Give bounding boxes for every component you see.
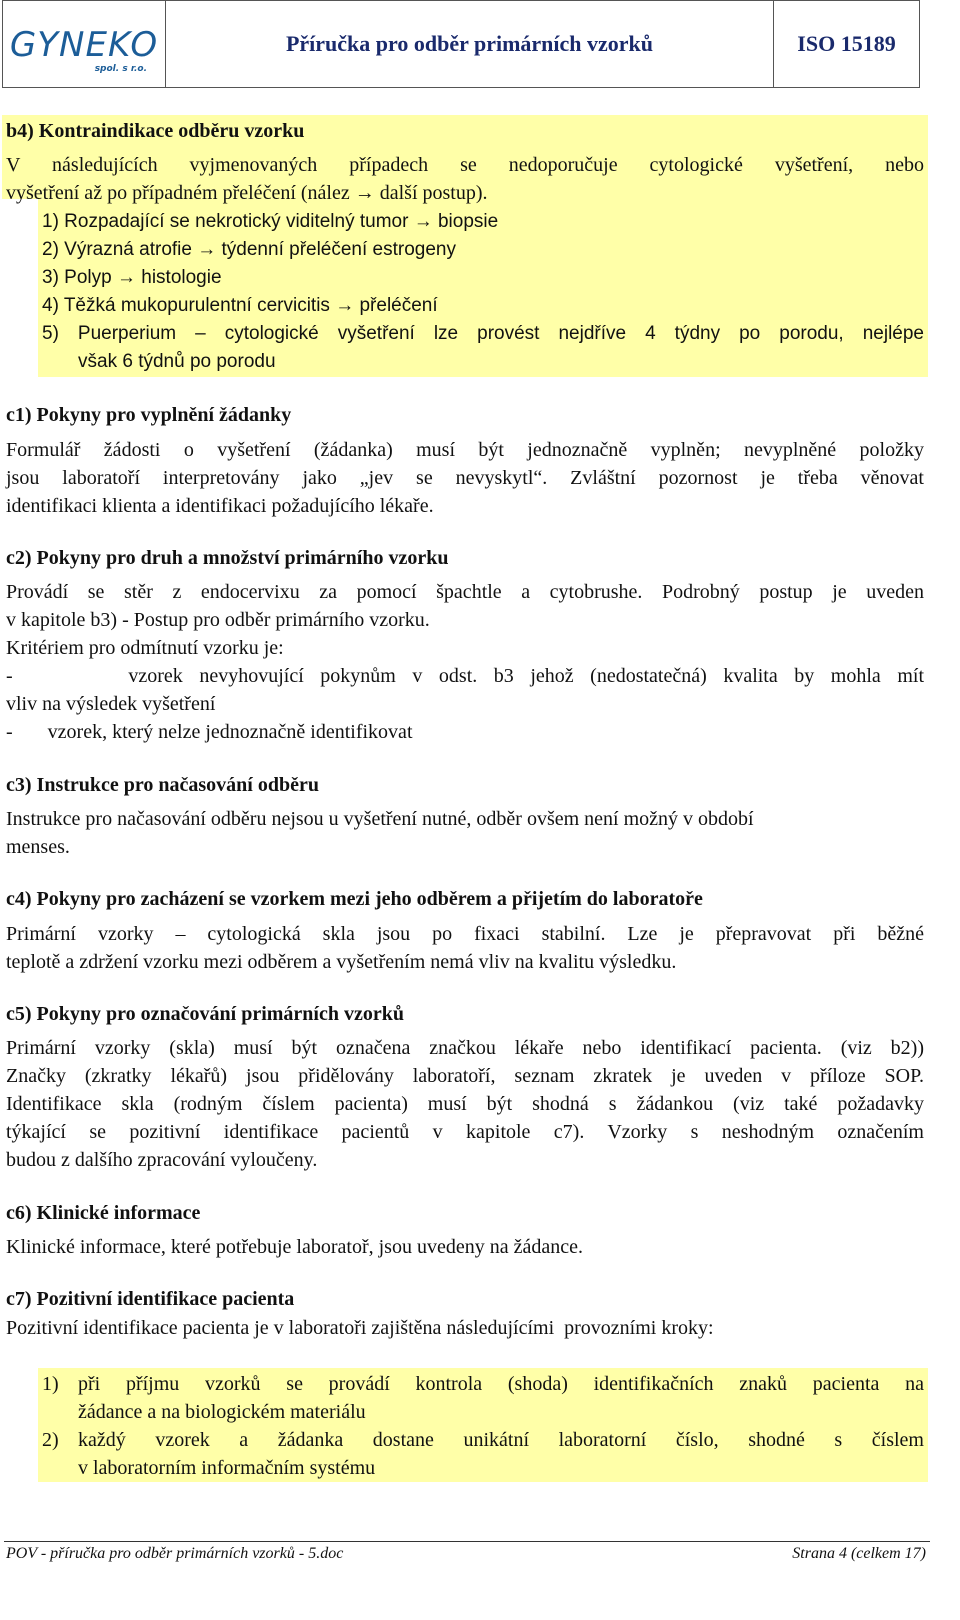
c4-line-2: teplotě a zdržení vzorku mezi odběrem a vyšetřením nemá vliv na kvalitu výsledku. [6,951,677,973]
c7-item-1-number: 1) [42,1373,59,1395]
c2-line-3: Kritériem pro odmítnutí vzorku je: [6,637,284,659]
footer-page-number: Strana 4 (celkem 17) [792,1545,926,1562]
c6-line-1: Klinické informace, které potřebuje laboratoř, jsou uvedeny na žádance. [6,1236,583,1258]
document-header [2,0,920,88]
c4-line-1: Primární vzorky – cytologická skla jsou po fixaci stabilní. Lze je přepravovat při běžné [6,923,924,945]
company-logo [3,1,166,87]
document-title: Příručka pro odběr primárních vzorků [166,1,774,87]
c7-item-2-line-1: každý vzorek a žádanka dostane unikátní laboratorní číslo, shodné s číslem [78,1429,924,1451]
c6-heading: c6) Klinické informace [6,1202,201,1224]
iso-label: ISO 15189 [797,31,896,56]
c7-item-1-line-2: žádance a na biologickém materiálu [78,1401,366,1423]
c2-line-1: Provádí se stěr z endocervixu za pomocí špachtle a cytobrushe. Podrobný postup je uveden [6,581,924,603]
c3-line-2: menses. [6,836,70,858]
b4-item-5: 5) Puerperium – cytologické vyšetření lze provést nejdříve 4 týdny po porodu, nejlépe [42,323,924,344]
c1-heading: c1) Pokyny pro vyplnění žádanky [6,404,292,426]
c5-line-1: Primární vzorky (skla) musí být označena značkou lékaře nebo identifikací pacienta. (viz b2)) [6,1037,924,1059]
c1-line-1: Formulář žádosti o vyšetření (žádanka) musí být jednoznačně vyplněn; nevyplněné položky [6,439,924,461]
c5-line-3: Identifikace skla (rodným číslem pacienta) musí být shodná s žádankou (viz také požadavky [6,1093,924,1115]
c7-item-2-number: 2) [42,1429,59,1451]
c7-intro: Pozitivní identifikace pacienta je v laboratoři zajištěna následujícími provozními kroky: [6,1317,714,1339]
c7-heading: c7) Pozitivní identifikace pacienta [6,1288,295,1310]
footer-filename: POV - příručka pro odběr primárních vzorků - 5.doc [6,1545,344,1562]
c1-line-3: identifikaci klienta a identifikaci požadujícího lékaře. [6,495,434,517]
c2-line-6: - vzorek, který nelze jednoznačně identifikovat [6,721,413,743]
b4-item-1: 1) Rozpadající se nekrotický viditelný tumor → biopsie [42,211,499,232]
b4-heading: b4) Kontraindikace odběru vzorku [6,120,305,142]
c3-heading: c3) Instrukce pro načasování odběru [6,774,319,796]
c2-line-2: v kapitole b3) - Postup pro odběr primárního vzorku. [6,609,430,631]
c2-line-4: - vzorek nevyhovující pokynům v odst. b3 jehož (nedostatečná) kvalita by mohla mít [6,665,924,687]
c3-line-1: Instrukce pro načasování odběru nejsou u vyšetření nutné, odběr ovšem není možný v období [6,808,754,830]
footer-divider [4,1541,930,1542]
c4-heading: c4) Pokyny pro zacházení se vzorkem mezi jeho odběrem a přijetím do laboratoře [6,888,703,910]
b4-item-3: 3) Polyp → histologie [42,267,222,288]
logo-subtitle: spol. s r.o. [94,64,147,74]
b4-intro-line-1: V následujících vyjmenovaných případech se nedoporučuje cytologické vyšetření, nebo [6,154,924,176]
b4-item-4: 4) Těžká mukopurulentní cervicitis → přeléčení [42,295,438,316]
b4-item-5-cont: však 6 týdnů po porodu [78,351,276,372]
b4-item-2: 2) Výrazná atrofie → týdenní přeléčení estrogeny [42,239,457,260]
logo-wordmark: GYNEKO [9,25,159,65]
c2-heading: c2) Pokyny pro druh a množství primárního vzorku [6,547,449,569]
c2-line-5: vliv na výsledek vyšetření [6,693,216,715]
c5-heading: c5) Pokyny pro označování primárních vzorků [6,1003,404,1025]
c7-item-2-line-2: v laboratorním informačním systému [78,1457,376,1479]
c7-item-1-line-1: při příjmu vzorků se provádí kontrola (shoda) identifikačních znaků pacienta na [78,1373,924,1395]
c5-line-5: budou z dalšího zpracování vyloučeny. [6,1149,318,1171]
c5-line-2: Značky (zkratky lékařů) jsou přidělovány laboratoří, seznam zkratek je uveden v příloze SOP. [6,1065,924,1087]
b4-intro-line-2: vyšetření až po případném přeléčení (nález → další postup). [6,182,488,204]
c1-line-2: jsou laboratoří interpretovány jako „jev se nevyskytl“. Zvláštní pozornost je třeba věnovat [6,467,924,489]
c5-line-4: týkající se pozitivní identifikace pacientů v kapitole c7). Vzorky s neshodným označením [6,1121,924,1143]
